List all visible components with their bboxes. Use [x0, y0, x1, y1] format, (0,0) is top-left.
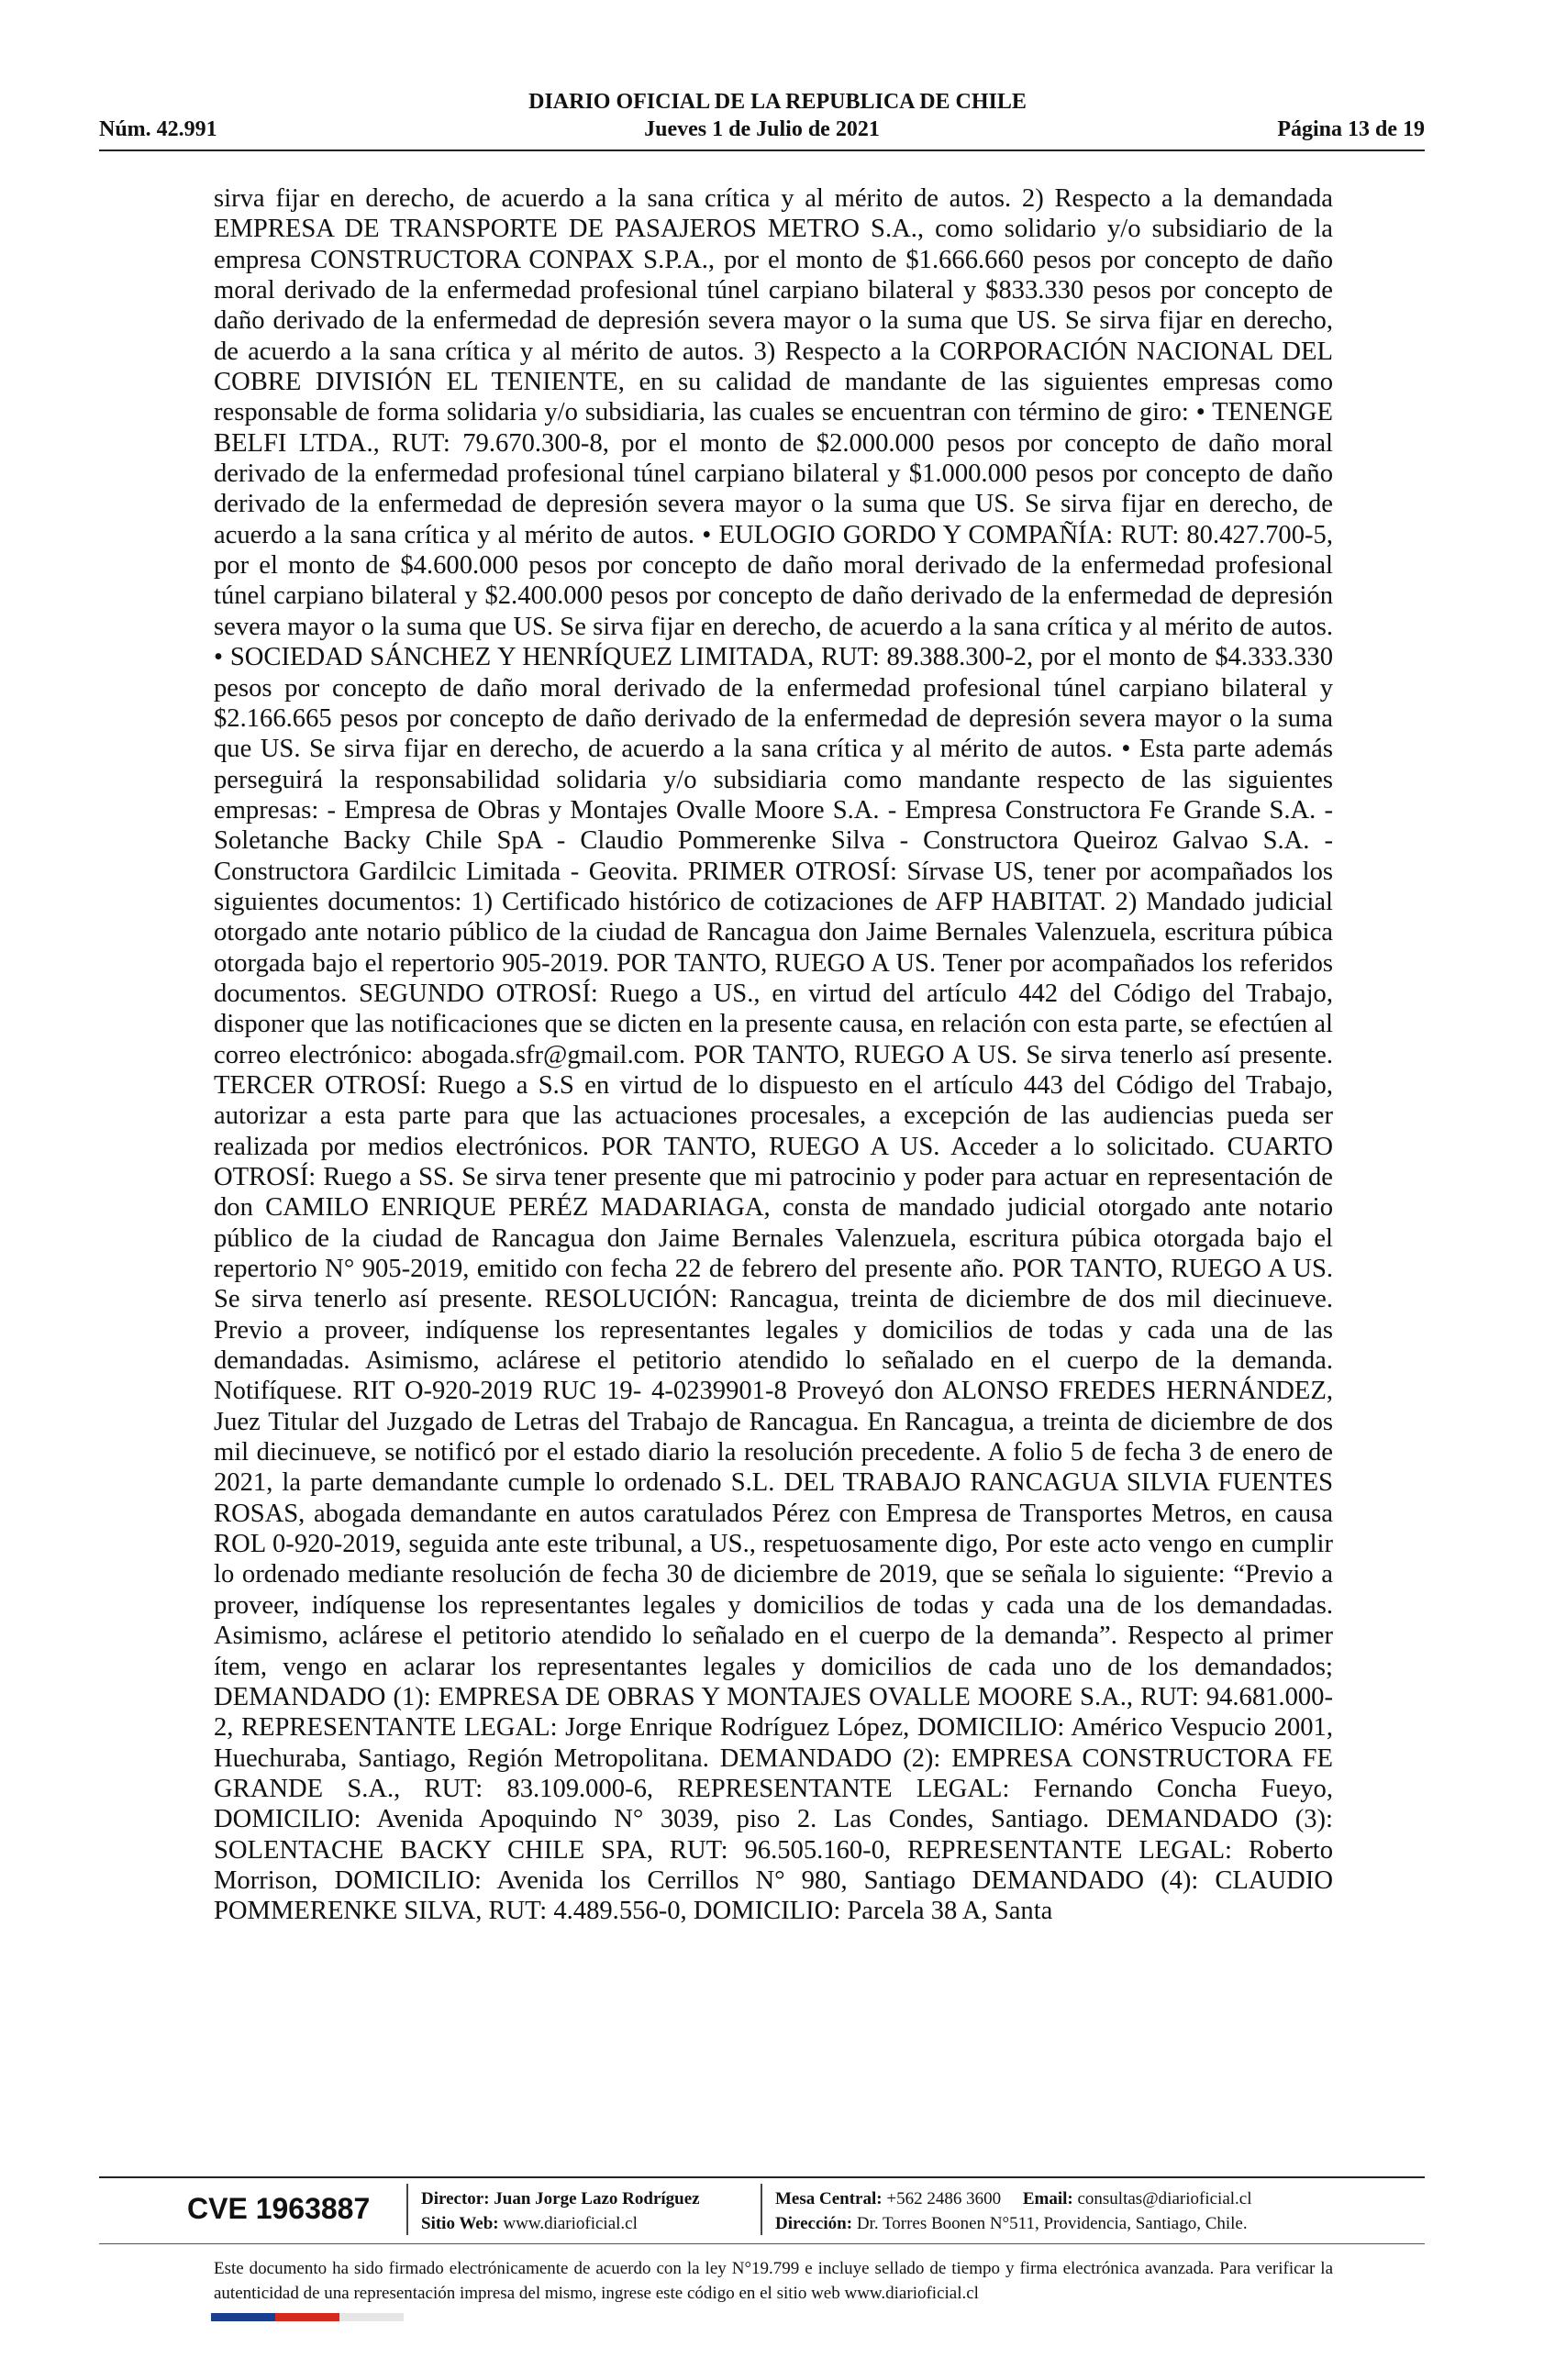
website-link[interactable]: www.diarioficial.cl	[503, 2214, 638, 2233]
website-line: Sitio Web: www.diarioficial.cl	[421, 2214, 638, 2233]
page-number: Página 13 de 19	[1277, 117, 1425, 141]
director-line: Director: Juan Jorge Lazo Rodríguez	[421, 2189, 700, 2208]
gazette-title: DIARIO OFICIAL DE LA REPUBLICA DE CHILE	[528, 90, 1027, 114]
footer-divider-thin	[99, 2243, 1425, 2244]
flag-light-segment	[339, 2313, 404, 2321]
footer-director-block	[421, 2186, 700, 2236]
header-divider	[99, 149, 1425, 151]
body-text: sirva fijar en derecho, de acuerdo a la sana crítica y al mérito de autos. 2) Respecto a la demandada EMPRESA DE TRANSPORTE DE PASAJEROS METRO S.A., como solidario y/o subsidiario de la empresa CONSTRUCTORA CONPAX S.P.A., por el monto de $1.666.660 pesos por concepto de daño moral derivado de la enfermedad profesional túnel carpiano bilateral y $833.330 pesos por concepto de daño derivado de la enfermedad de depresión severa mayor o la suma que US. Se sirva fijar en derecho, de acuerdo a la sana crítica y al mérito de autos. 3) Respecto a la CORPORACIÓN NACIONAL DEL COBRE DIVISIÓN EL TENIENTE, en su calidad de mandante de las siguientes empresas como responsable de forma solidaria y/o subsidiaria, las cuales se encuentran con término de giro: • TENENGE BELFI LTDA., RUT: 79.670.300-8, por el monto de $2.000.000 pesos por concepto de daño moral derivado de la enfermedad profesional túnel carpiano bilateral y $1.000.000 pesos por concepto de daño derivado de la enfermedad de depresión severa mayor o la suma que US. Se sirva fijar en derecho, de acuerdo a la sana crítica y al mérito de autos. • EULOGIO GORDO Y COMPAÑÍA: RUT: 80.427.700-5, por el monto de $4.600.000 pesos por concepto de daño moral derivado de la enfermedad profesional túnel carpiano bilateral y $2.400.000 pesos por concepto de daño derivado de la enfermedad de depresión severa mayor o la suma que US. Se sirva fijar en derecho, de acuerdo a la sana crítica y al mérito de autos. • SOCIEDAD SÁNCHEZ Y HENRÍQUEZ LIMITADA, RUT: 89.388.300-2, por el monto de $4.333.330 pesos por concepto de daño moral derivado de la enfermedad profesional túnel carpiano bilateral y $2.166.665 pesos por concepto de daño derivado de la enfermedad de depresión severa mayor o la suma que US. Se sirva fijar en derecho, de acuerdo a la sana crítica y al mérito de autos. • Esta parte además perseguirá la responsabilidad solidaria y/o subsidiaria como mandante respecto de las siguientes empresas: - Empresa de Obras y Montajes Ovalle Moore S.A. - Empresa Constructora Fe Grande S.A. - Soletanche Backy Chile SpA - Claudio Pommerenke Silva - Constructora Queiroz Galvao S.A. - Constructora Gardilcic Limitada - Geovita. PRIMER OTROSÍ: Sírvase US, tener por acompañados los siguientes documentos: 1) Certificado histórico de cotizaciones de AFP HABITAT. 2) Mandado judicial otorgado ante notario público de la ciudad de Rancagua don Jaime Bernales Valenzuela, escritura púbica otorgada bajo el repertorio 905-2019. POR TANTO, RUEGO A US. Tener por acompañados los referidos documentos. SEGUNDO OTROSÍ: Ruego a US., en virtud del artículo 442 del Código del Trabajo, disponer que las notificaciones que se dicten en la presente causa, en relación con esta parte, se efectúen al correo electrónico: abogada.sfr@gmail.com. POR TANTO, RUEGO A US. Se sirva tenerlo así presente. TERCER OTROSÍ: Ruego a S.S en virtud de lo dispuesto en el artículo 443 del Código del Trabajo, autorizar a esta parte para que las actuaciones procesales, a excepción de las audiencias pueda ser realizada por medios electrónicos. POR TANTO, RUEGO A US. Acceder a lo solicitado. CUARTO OTROSÍ: Ruego a SS. Se sirva tener presente que mi patrocinio y poder para actuar en representación de don CAMILO ENRIQUE PERÉZ MADARIAGA, consta de mandado judicial otorgado ante notario público de la ciudad de Rancagua don Jaime Bernales Valenzuela, escritura púbica otorgada bajo el repertorio N° 905-2019, emitido con fecha 22 de febrero del presente año. POR TANTO, RUEGO A US. Se sirva tenerlo así presente. RESOLUCIÓN: Rancagua, treinta de diciembre de dos mil diecinueve. Previo a proveer, indíquense los representantes legales y domicilios de todas y cada una de las demandadas. Asimismo, aclárese el petitorio atendido lo señalado en el cuerpo de la demanda. Notifíquese. RIT O-920-2019 RUC 19- 4-0239901-8 Proveyó don ALONSO FREDES HERNÁNDEZ, Juez Titular del Juzgado de Letras del Trabajo de Rancagua. En Rancagua, a treinta de diciembre de dos mil diecinueve, se notificó por el estado diario la resolución precedente. A folio 5 de fecha 3 de enero de 2021, la parte demandante cumple lo ordenado S.L. DEL TRABAJO RANCAGUA SILVIA FUENTES ROSAS, abogada demandante en autos caratulados Pérez con Empresa de Transportes Metros, en causa ROL 0-920-2019, seguida ante este tribunal, a US., respetuosamente digo, Por este acto vengo en cumplir lo ordenado mediante resolución de fecha 30 de diciembre de 2019, que se señala lo siguiente: “Previo a proveer, indíquense los representantes legales y domicilios de todas y cada una de los demandadas. Asimismo, aclárese el petitorio atendido lo señalado en el cuerpo de la demanda”. Respecto al primer ítem, vengo en aclarar los representantes legales y domicilios de cada uno de los demandados; DEMANDADO (1): EMPRESA DE OBRAS Y MONTAJES OVALLE MOORE S.A., RUT: 94.681.000-2, REPRESENTANTE LEGAL: Jorge Enrique Rodríguez López, DOMICILIO: Américo Vespucio 2001, Huechuraba, Santiago, Región Metropolitana. DEMANDADO (2): EMPRESA CONSTRUCTORA FE GRANDE S.A., RUT: 83.109.000-6, REPRESENTANTE LEGAL: Fernando Concha Fueyo, DOMICILIO: Avenida Apoquindo N° 3039, piso 2. Las Condes, Santiago. DEMANDADO (3): SOLENTACHE BACKY CHILE SPA, RUT: 96.505.160-0, REPRESENTANTE LEGAL: Roberto Morrison, DOMICILIO: Avenida los Cerrillos N° 980, Santiago DEMANDADO (4): CLAUDIO POMMERENKE SILVA, RUT: 4.489.556-0, DOMICILIO: Parcela 38 A, Santa	[214, 184, 1333, 1926]
director-name: Juan Jorge Lazo Rodríguez	[494, 2189, 700, 2208]
footer-separator	[406, 2184, 408, 2235]
address-text: Dr. Torres Boonen N°511, Providencia, Santiago, Chile.	[856, 2214, 1248, 2233]
footer-divider	[99, 2176, 1425, 2178]
email-link[interactable]: consultas@diarioficial.cl	[1077, 2189, 1252, 2208]
signature-disclaimer: Este documento ha sido firmado electrónicamente de acuerdo con la ley N°19.799 e incluye sellado de tiempo y firma electrónica avanzada. Para verificar la autenticidad de una representación impresa del mismo, ingrese este código en el sitio web www.diarioficial.cl	[214, 2259, 1333, 2303]
flag-blue-segment	[211, 2313, 275, 2321]
flag-red-segment	[275, 2313, 339, 2321]
address-line: Dirección: Dr. Torres Boonen N°511, Providencia, Santiago, Chile.	[775, 2214, 1248, 2233]
cve-code: CVE 1963887	[187, 2192, 371, 2225]
contact-line: Mesa Central: +562 2486 3600 Email: consultas@diarioficial.cl	[775, 2189, 1252, 2208]
issue-number: Núm. 42.991	[99, 117, 217, 141]
page-header	[99, 117, 1425, 145]
phone-number: +562 2486 3600	[886, 2189, 1002, 2208]
footer-contact-block	[775, 2186, 1252, 2236]
footer-separator	[761, 2184, 762, 2235]
chile-flag-bar	[211, 2313, 404, 2321]
issue-date: Jueves 1 de Julio de 2021	[644, 117, 880, 141]
